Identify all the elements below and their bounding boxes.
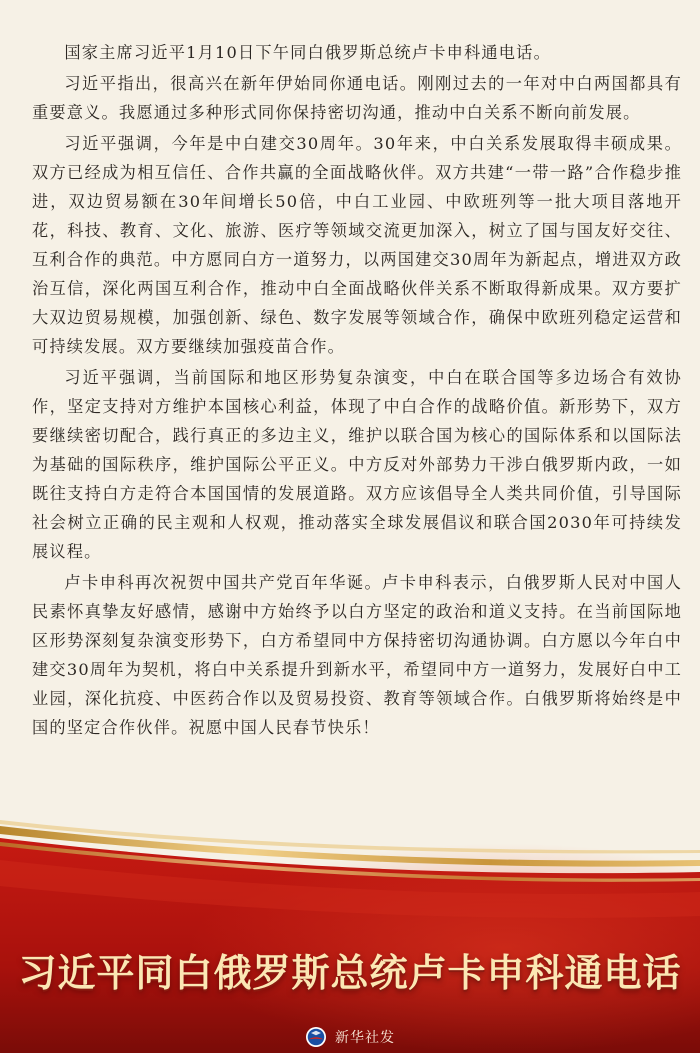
brand-label: 新华社发 — [335, 1030, 395, 1046]
headline-title: 习近平同白俄罗斯总统卢卡申科通电话 — [18, 950, 682, 995]
paragraph-5: 卢卡申科再次祝贺中国共产党百年华诞。卢卡申科表示，白俄罗斯人民对中国人民素怀真挚友好感情，感谢中方始终予以白方坚定的政治和道义支持。在当前国际地区形势深刻复杂演变形势下，白方希望同中方保持密切沟通协调。白方愿以今年白中建交30周年为契机，将白中关系提升到新水平，希望同中方一道努力，发展好白中工业园，深化抗疫、中医药合作以及贸易投资、教育等领域合作。白俄罗斯将始终是中国的坚定合作伙伴。祝愿中国人民春节快乐！ — [32, 573, 682, 737]
article-body — [32, 38, 682, 744]
banner-background — [0, 820, 700, 1053]
footer-banner — [0, 820, 700, 1053]
paragraph-2: 习近平指出，很高兴在新年伊始同你通电话。刚刚过去的一年对中白两国都具有重要意义。我愿通过多种形式同你保持密切沟通，推动中白关系不断向前发展。 — [32, 74, 682, 122]
paragraph-1: 国家主席习近平1月10日下午同白俄罗斯总统卢卡申科通电话。 — [64, 43, 551, 62]
paragraph-3: 习近平强调，今年是中白建交30周年。30年来，中白关系发展取得丰硕成果。双方已经成为相互信任、合作共赢的全面战略伙伴。双方共建“一带一路”合作稳步推进，双边贸易额在30年间增长50倍，中白工业园、中欧班列等一批大项目落地开花，科技、教育、文化、旅游、医疗等领域交流更加深入，树立了国与国友好交往、互利合作的典范。中方愿同白方一道努力，以两国建交30周年为新起点，增进双方政治互信，深化两国互利合作，推动中白全面战略伙伴关系不断取得新成果。双方要扩大双边贸易规模，加强创新、绿色、数字发展等领域合作，确保中欧班列稳定运营和可持续发展。双方要继续加强疫苗合作。 — [32, 134, 682, 356]
paragraph-4: 习近平强调，当前国际和地区形势复杂演变，中白在联合国等多边场合有效协作，坚定支持对方维护本国核心利益，体现了中白合作的战略价值。新形势下，双方要继续密切配合，践行真正的多边主义，维护以联合国为核心的国际体系和以国际法为基础的国际秩序，维护国际公平正义。中方反对外部势力干涉白俄罗斯内政，一如既往支持白方走符合本国国情的发展道路。双方应该倡导全人类共同价值，引导国际社会树立正确的民主观和人权观，推动落实全球发展倡议和联合国2030年可持续发展议程。 — [32, 368, 682, 561]
xinhua-globe-icon — [305, 1026, 327, 1048]
brand-credit — [0, 1026, 700, 1048]
